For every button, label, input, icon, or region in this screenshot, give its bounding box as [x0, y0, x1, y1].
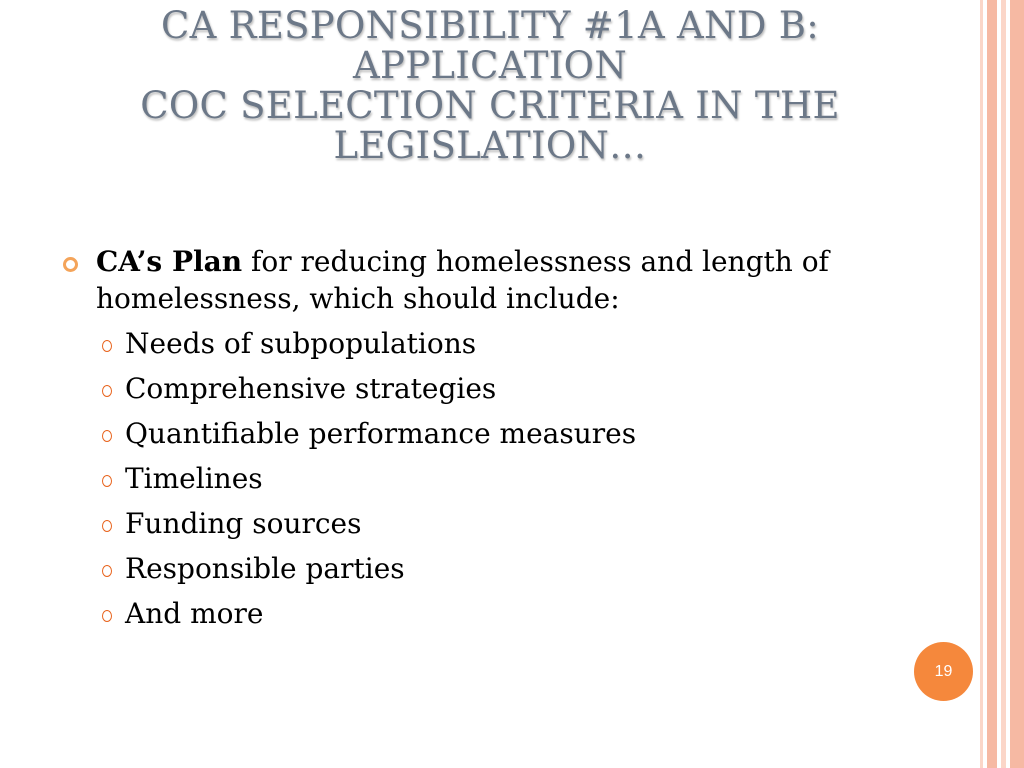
sub-bullet-label: Quantifiable performance measures [125, 417, 637, 450]
sub-bullet-label: And more [125, 597, 264, 630]
title-line-4: LEGISLATION… [333, 124, 647, 167]
sub-bullet-label: Responsible parties [125, 552, 405, 585]
page-number: 19 [934, 662, 953, 680]
sub-bullet-item [96, 459, 920, 504]
circle-bullet-icon [102, 520, 112, 532]
sub-bullet-item [96, 504, 920, 549]
main-bullet-text: for reducing homelessness and length of homelessness, which should include: [96, 245, 829, 315]
title-line-2: APPLICATION [352, 44, 627, 87]
circle-bullet-icon [102, 565, 112, 577]
circle-bullet-icon [102, 475, 112, 487]
sub-bullet-item [96, 549, 920, 594]
sub-bullet-item [96, 324, 920, 369]
circle-bullet-icon [102, 340, 112, 352]
sub-bullet-item [96, 369, 920, 414]
sub-bullet-list [60, 324, 920, 639]
sub-bullet-label: Funding sources [125, 507, 362, 540]
sub-bullet-label: Comprehensive strategies [125, 372, 497, 405]
circle-bullet-icon [102, 610, 112, 622]
slide-title [90, 6, 890, 166]
sub-bullet-label: Timelines [125, 462, 263, 495]
ring-bullet-icon [63, 257, 78, 272]
sub-bullet-label: Needs of subpopulations [125, 327, 477, 360]
main-bullet-lead: CA’s Plan [96, 245, 243, 278]
decorative-side-stripes [980, 0, 1024, 768]
main-bullet [60, 243, 920, 317]
sub-bullet-item [96, 414, 920, 459]
page-number-badge [914, 642, 973, 701]
circle-bullet-icon [102, 385, 112, 397]
title-line-1: CA RESPONSIBILITY #1A AND B: [160, 4, 820, 47]
slide-body [60, 243, 920, 639]
title-line-3: COC SELECTION CRITERIA IN THE [140, 84, 840, 127]
circle-bullet-icon [102, 430, 112, 442]
sub-bullet-item [96, 594, 920, 639]
